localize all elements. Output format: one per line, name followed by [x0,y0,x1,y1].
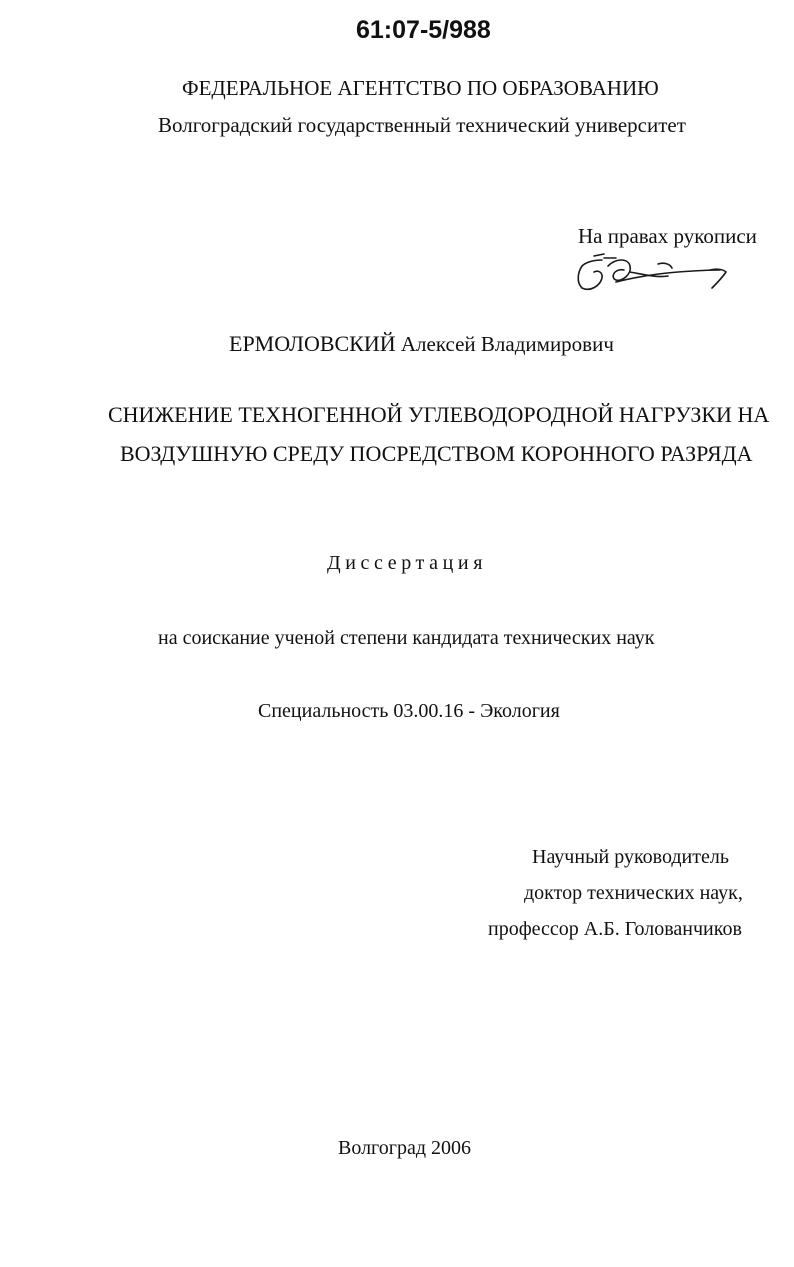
supervisor-degree: доктор технических наук, [524,882,743,904]
degree-statement: на соискание ученой степени кандидата технических наук [158,627,655,649]
university-name: Волгоградский государственный технический университет [158,113,686,137]
dissertation-title-line-2: ВОЗДУШНУЮ СРЕДУ ПОСРЕДСТВОМ КОРОННОГО РАЗРЯДА [120,441,753,466]
dissertation-title-line-1: СНИЖЕНИЕ ТЕХНОГЕННОЙ УГЛЕВОДОРОДНОЙ НАГРУЗКИ НА [108,402,770,427]
supervisor-label: Научный руководитель [532,846,729,868]
agency-name: ФЕДЕРАЛЬНОЕ АГЕНТСТВО ПО ОБРАЗОВАНИЮ [182,76,659,100]
catalog-number: 61:07-5/988 [356,16,491,44]
author-given-names: Алексей Владимирович [400,332,614,356]
author-surname: ЕРМОЛОВСКИЙ [229,331,396,356]
author-name [229,333,614,355]
specialty: Специальность 03.00.16 - Экология [258,700,560,722]
supervisor-name: профессор А.Б. Голованчиков [488,918,742,940]
manuscript-rights-label: На правах рукописи [578,224,757,248]
city-and-year: Волгоград 2006 [338,1137,472,1159]
document-type: Диссертация [327,552,488,574]
handwritten-signature-icon [572,252,742,298]
